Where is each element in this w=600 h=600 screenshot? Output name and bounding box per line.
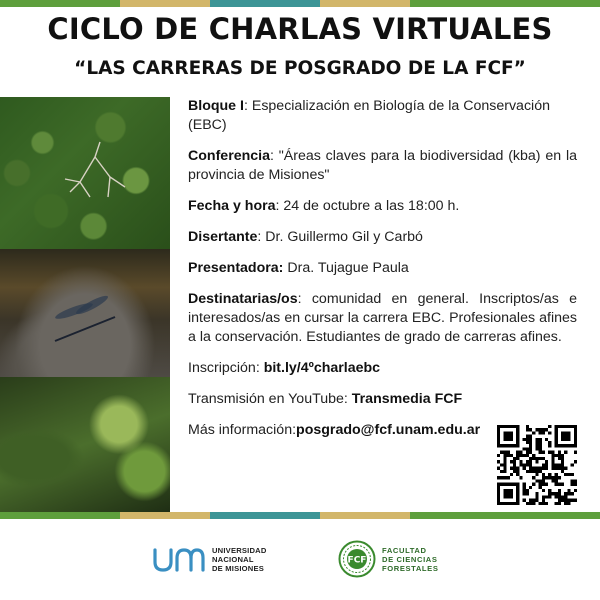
fcf-logo-icon (338, 540, 376, 578)
fcf-logo (338, 540, 439, 578)
bottom-color-bar (0, 512, 600, 519)
top-color-bar (0, 0, 600, 7)
page-title: CICLO DE CHARLAS VIRTUALES (47, 12, 553, 46)
event-details (188, 97, 577, 452)
photo-column (0, 97, 170, 512)
registration-line: Inscripción: bit.ly/4ºcharlaebc (188, 360, 381, 376)
unam-logo-icon (152, 544, 206, 574)
more-info-line: Más información:posgrado@fcf.unam.edu.ar (188, 422, 481, 438)
fcf-logo-mark-text: FCF (347, 555, 367, 566)
email-link[interactable]: posgrado@fcf.unam.edu.ar (296, 422, 481, 438)
forest-canopy-photo (0, 97, 170, 249)
speaker-line: Disertante: Dr. Guillermo Gil y Carbó (188, 229, 423, 245)
page-subtitle: “LAS CARRERAS DE POSGRADO DE LA FCF” (74, 58, 526, 79)
damselfly-rock-photo (0, 249, 170, 377)
mossy-forest-photo (0, 377, 170, 512)
unam-logo (152, 544, 267, 574)
fcf-logo-text: FACULTAD DE CIENCIAS FORESTALES (382, 545, 439, 573)
registration-link[interactable]: bit.ly/4ºcharlaebc (263, 360, 381, 376)
youtube-channel-link[interactable]: Transmedia FCF (351, 391, 463, 407)
audience-line: Destinatarias/os: comunidad en general. Inscriptos/as e interesados/as en cursar la carrera EBC. Profesionales afines a la conservación. Estudiantes de grado de carreras afines. (188, 291, 577, 345)
date-line: Fecha y hora: 24 de octubre a las 18:00 h. (188, 198, 460, 214)
streaming-line: Transmisión en YouTube: Transmedia FCF (188, 391, 463, 407)
presenter-line: Presentadora: Dra. Tujague Paula (188, 260, 409, 276)
qr-code-icon[interactable] (497, 425, 577, 505)
block-line: Bloque I: Especialización en Biología de la Conservación (EBC) (188, 98, 550, 133)
unam-logo-text: UNIVERSIDAD NACIONAL DE MISIONES (212, 545, 267, 573)
conference-line: Conferencia: "Áreas claves para la biodiversidad (kba) en la provincia de Misiones" (188, 148, 577, 183)
